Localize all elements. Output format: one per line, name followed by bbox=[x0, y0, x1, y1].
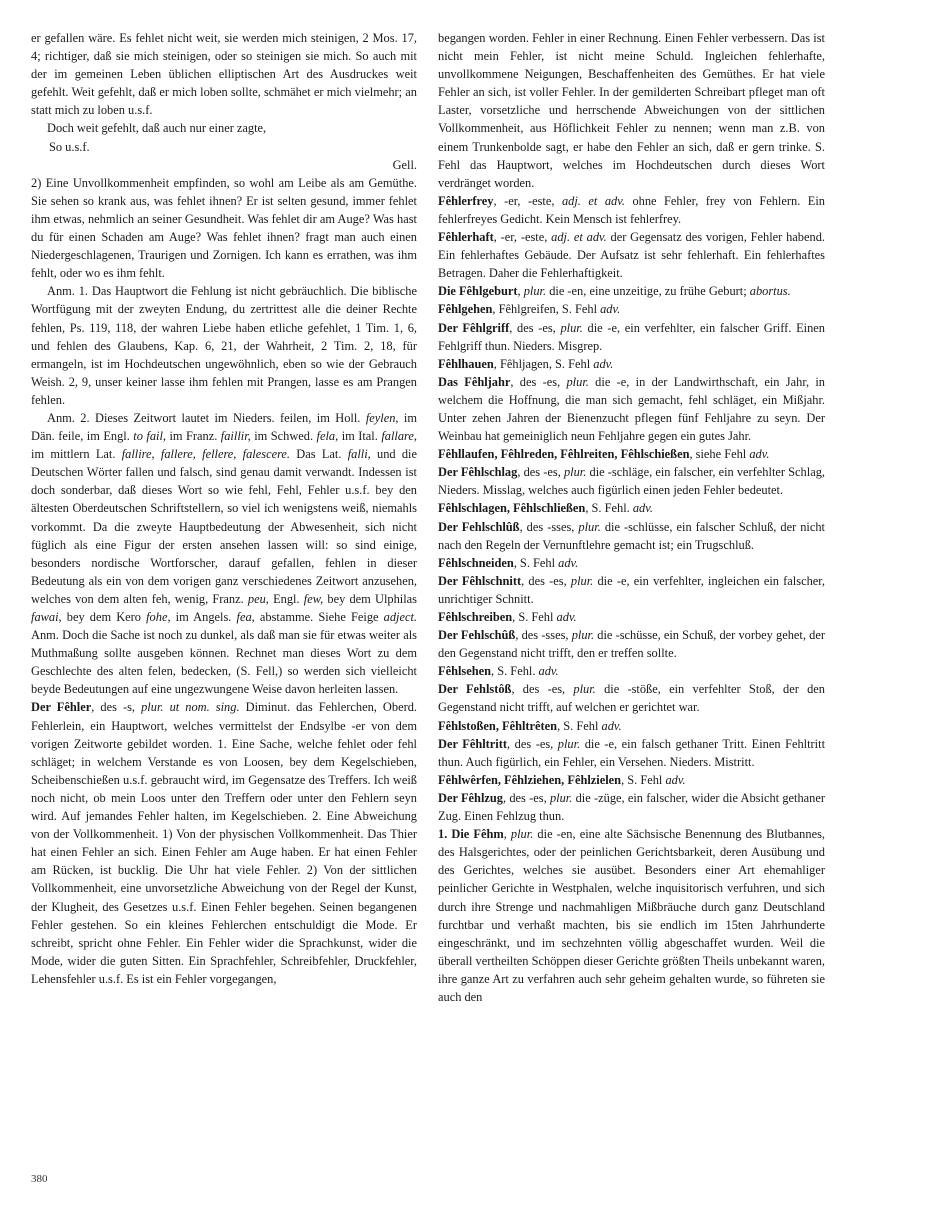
entry-headword: Der Fehlstôß bbox=[438, 682, 512, 697]
dictionary-entry: Das Fêhljahr, des -es, plur. die -e, in der Landwirthschaft, ein Jahr, in welchem die Hoffnung, die man sich gemacht, fehl schläget, ein Mißjahr. Unter zehen Jahren der Bienenzucht pflegen fünf Fehljahre zu seyn. Der Weinbau hat gemeiniglich neun Fehljahre gegen ein gutes Jahr. bbox=[438, 374, 825, 444]
dictionary-entry: Fêhlschlagen, Fêhlschließen, S. Fehl. adv. bbox=[438, 501, 653, 516]
entry-headword: Fêhlsehen bbox=[438, 664, 492, 679]
dictionary-entry: 1. Die Fêhm, plur. die -en, eine alte Sächsische Benennung des Blutbannes, des Halsgerichtes, oder der peinlichen Gerichtsbarkeit, deren Ausübung und des Gerichtes, welches sie ausübet. Besonders einer Art ehemahliger peinlicher Gerichte in Westphalen, welche inquisitorisch verfuhren, und sich durch ihre Strenge und nachmahligen Mißbräuche durch ganz Deutschland furchtbar und verhaßt machten, bis sie endlich im 15ten Jahrhunderte eingeschränkt, und im sechzehnten völlig abgeschaffet wurden. Weil die überall vertheilten Schöppen dieser Gerichte größten Theils unbekannt waren, ihre ganze Art zu verfahren auch sehr geheim gehalten wurde, so führeten sie auch den bbox=[438, 827, 825, 1004]
entry-headword: Der Fêhlzug bbox=[438, 790, 503, 805]
entry-headword: Fêhlwêrfen, Fêhlziehen, Fêhlzielen bbox=[438, 772, 622, 787]
dictionary-entry: Der Fêhlgriff, des -es, plur. die -e, ein verfehlter, ein falscher Griff. Einen Fehlgriff thun. Nieders. Misgrep. bbox=[438, 320, 825, 353]
dictionary-entry: Fêhlerhaft, -er, -este, adj. et adv. der Gegensatz des vorigen, Fehler habend. Ein fehlerhaftes Gebäude. Der Aufsatz ist sehr fehlerhaft. Ein fehlerhaftes Betragen. Daher die Fehlerhaftigkeit. bbox=[438, 230, 825, 281]
entry-headword: Der Fehlschlûß bbox=[438, 519, 520, 534]
entry-headword: Das Fêhljahr bbox=[438, 374, 511, 389]
entry-headword: Fêhlschlagen, Fêhlschließen bbox=[438, 501, 586, 516]
entry-headword: Fêhlschneiden bbox=[438, 555, 514, 570]
dictionary-entry: Der Fêhler, des -s, plur. ut nom. sing. Diminut. das Fehlerchen, Oberd. Fehlerlein, ein Hauptwort, welches vermittelst der Endsylbe -er von dem vorigen Zeitworte gebildet worden. 1. Eine Sache, welche fehlet oder fehl schläget; in welchem Verstande es von Loosen, bey dem Kegelschieben, Scheibenschießen u.s.f. gebraucht wird, im Gegensatze des Treffers. Ich weiß noch nicht, ob mein Loos unter den Treffern oder unter den Fehlern seyn wird. Auf jemandes Fehler halten, im Kegelschieben. 2. Eine Abweichung von der Vollkommenheit. 1) Von der physischen Vollkommenheit. Das Thier hat einen Fehler an sich. Einen Fehler am Auge haben. Er hat einen Fehler am Rücken, ist bucklig. Die Uhr hat viele Fehler. 2) Von der sittlichen Vollkommenheit, eine unvorsetzliche Abweichung von der Regel der Kunst, der Klugheit, des Gesetzes u.s.f. Einen Fehler begehen. Seinen begangenen Fehler gestehen. So ein kleines Fehlerchen entschuldigt die Mode. Er schreibt, spricht ohne Fehler. Ein Fehler wider die Sprachkunst, wider die Mode, wider die guten Sitten. Ein Sprachfehler, Schreibfehler, Druckfehler, Lehensfehler u.s.f. Es ist ein Fehler vorgegangen, bbox=[31, 700, 417, 986]
dictionary-entry: Der Fêhlschlag, des -es, plur. die -schläge, ein falscher, ein verfehlter Schlag, Nieders. Misslag, welches auch figürlich einen jeden Fehler bedeutet. bbox=[438, 465, 825, 498]
right-column bbox=[438, 29, 825, 1006]
dictionary-entry: Fêhlerfrey, -er, -este, adj. et adv. ohne Fehler, frey von Fehlern. Ein fehlerfreyes Gedicht. Kein Mensch ist fehlerfrey. bbox=[438, 193, 826, 226]
paragraph: begangen worden. Fehler in einer Rechnung. Einen Fehler verbessern. Das ist nicht mein Fehler, ist nicht meine Schuld. Ingleichen fehlerhafte, unvollkommene Neigungen, Beschaffenheiten des Gemüthes. Er hat viele Fehler an sich, ist voller Fehler. In der gemilderten Schreibart pfleget man oft Laster, vorsetzliche und herrschende Abweichungen von der sittlichen Vollkommenheit, aus Höflichkeit Fehler zu nennen; wenn man z.B. von einem Trunkenbolde sagt, er habe den Fehler an sich, daß er gern trinke. S. Fehl das Hauptwort, welches im Hochdeutschen durch dieses Wort verdränget worden. bbox=[438, 31, 825, 190]
dictionary-entry: Fêhlgehen, Fêhlgreifen, S. Fehl adv. bbox=[438, 302, 621, 317]
entry-headword: Fêhlgehen bbox=[438, 302, 493, 317]
annotation-paragraph: Anm. 1. Das Hauptwort die Fehlung ist nicht gebräuchlich. Die biblische Wortfügung mit der zweyten Endung, du zertrittest alle die deiner Rechte fehlen, Ps. 119, 118, der wahren Liebe haben etliche gefehlet, 1 Tim. 1, 6, und fehlen des Glaubens, Kap. 6, 21, der Wahrheit, 2 Tim. 2, 18, für ermangeln, ist im Hochdeutschen ungewöhnlich, eben so wie der Gebrauch Weish. 2, 9, unser keiner lasse ihm fehlen mit Prangen, lasse es am Prangen fehlen. bbox=[31, 284, 417, 407]
dictionary-entry: Fêhlhauen, Fêhljagen, S. Fehl adv. bbox=[438, 356, 614, 371]
dictionary-entry: Der Fêhltritt, des -es, plur. die -e, ein falsch gethaner Tritt. Einen Fehltritt thun. Auch figürlich, ein Fehler, ein Versehen. Nieders. Mistritt. bbox=[438, 736, 826, 769]
entry-headword: Fêhlschreiben bbox=[438, 610, 513, 624]
entry-headword: Der Fêhlschnitt bbox=[438, 573, 522, 588]
entry-headword: Der Fehlschûß bbox=[438, 628, 516, 643]
annotation-paragraph: Anm. 2. Dieses Zeitwort lautet im Nieders. feilen, im Holl. feylen, im Dän. feile, im Engl. to fail, im Franz. faillir, im Schwed. fela, im Ital. fallare, im mittlern Lat. fallire, fallere, fellere, falescere. Das Lat. falli, und die Deutschen Wörter fallen und falsch, sind genau damit verwandt. Indessen ist doch sonderbar, daß dieses Wort so wie fehl, Fehl, Fehler u.s.f. bey den ältesten Oberdeutschen Schriftstellern, so viel ich wenigstens weiß, niemahls vorkommt. Da die zweyte Hauptbedeutung der Abwesenheit, sich nicht füglich als eine Figur der ersten ansehen lassen will: so sind einige, besonders nordische Wortforscher, darauf gefallen, fehlen in dieser Bedeutung als ein von dem vorigen ganz verschiedenes Zeitwort anzusehen, welches von dem alten feh, wenig, Franz. peu, Engl. few, bey dem Ulphilas fawai, bey dem Kero fohe, im Angels. fea, abstamme. Siehe Feige adject. Anm. Doch die Sache ist noch zu dunkel, als daß man sie für etwas weiter als Muthmaßung sollte ausgeben können. Rechnet man dieses Wort zu dem Geschlechte des alten felen, bedecken, (S. Fell,) so werden sich vielleicht beyde Bedeutungen auf eine ungezwungene Weise davon herleiten lassen. bbox=[31, 410, 418, 697]
dictionary-entry: Fêhlstoßen, Fêhltrêten, S. Fehl adv. bbox=[438, 718, 622, 733]
dictionary-entry: Fêhllaufen, Fêhlreden, Fêhlreiten, Fêhlschießen, siehe Fehl adv. bbox=[438, 447, 770, 462]
entry-headword: Der Fêhltritt bbox=[438, 736, 507, 751]
quote-line: So u.s.f. bbox=[49, 139, 90, 154]
paragraph: 2) Eine Unvollkommenheit empfinden, so wohl am Leibe als am Gemüthe. Sie sehen so krank aus, was fehlet ihnen? Er ist selten gesund, immer fehlet ihm etwas, nehmlich an seiner Gesundheit. Was fehlet dir am Auge? Was hast du für einen Schaden am Auge? Was fehlet ihnen? fragt man auch einen Niedergeschlagenen, Traurigen und Zornigen. Ich kann es errathen, was ihm fehlt, oder wo es ihm fehlt. bbox=[31, 175, 417, 281]
dictionary-entry: Die Fêhlgeburt, plur. die -en, eine unzeitige, zu frühe Geburt; abortus. bbox=[438, 284, 791, 299]
entry-headword: 1. Die Fêhm bbox=[438, 827, 504, 842]
entry-headword: Fêhlstoßen, Fêhltrêten bbox=[438, 718, 558, 733]
left-column bbox=[31, 29, 417, 988]
entry-headword: Der Fêhler bbox=[31, 700, 92, 715]
entry-headword: Fêhlerhaft bbox=[438, 230, 494, 245]
dictionary-entry: Fêhlschreiben, S. Fehl adv. bbox=[438, 610, 577, 624]
entry-headword: Der Fêhlgriff bbox=[438, 320, 510, 335]
quote-line: Doch weit gefehlt, daß auch nur einer zagte, bbox=[47, 121, 267, 136]
dictionary-entry: Der Fehlstôß, des -es, plur. die -stöße, ein verfehlter Stoß, der den Gegenstand nicht trifft, auf welchen er gerichtet war. bbox=[438, 682, 826, 715]
dictionary-entry: Der Fehlschûß, des -sses, plur. die -schüsse, ein Schuß, der vorbey gehet, der den Gegenstand nicht trifft, den er treffen sollte. bbox=[438, 628, 825, 661]
dictionary-entry: Fêhlwêrfen, Fêhlziehen, Fêhlzielen, S. Fehl adv. bbox=[438, 772, 686, 787]
entry-headword: Fêhllaufen, Fêhlreden, Fêhlreiten, Fêhlschießen bbox=[438, 447, 690, 462]
dictionary-entry: Fêhlsehen, S. Fehl. adv. bbox=[438, 664, 559, 679]
dictionary-entry: Fêhlschneiden, S. Fehl adv. bbox=[438, 555, 579, 570]
dictionary-entry: Der Fêhlschnitt, des -es, plur. die -e, ein verfehlter, ingleichen ein falscher, unrichtiger Schnitt. bbox=[438, 573, 825, 606]
quote-attribution: Gell. bbox=[392, 157, 417, 172]
dictionary-entry: Der Fehlschlûß, des -sses, plur. die -schlüsse, ein falscher Schluß, der nicht nach den Regeln der Vernunftlehre gemacht ist; ein Trugschluß. bbox=[438, 519, 825, 552]
entry-headword: Der Fêhlschlag bbox=[438, 465, 518, 480]
page-number: 380 bbox=[31, 1173, 48, 1185]
entry-headword: Fêhlerfrey bbox=[438, 193, 494, 208]
dictionary-entry: Der Fêhlzug, des -es, plur. die -züge, ein falscher, wider die Absicht gethaner Zug. Einen Fehlzug thun. bbox=[438, 790, 825, 824]
paragraph: er gefallen wäre. Es fehlet nicht weit, sie werden mich steinigen, 2 Mos. 17, 4; richtiger, daß sie mich steinigen, oder so steinigen sie mich. So auch mit der im gemeinen Leben üblichen elliptischen Art des Ausdruckes weit gefehlt. Weit gefehlt, daß er mich loben sollte, schmähet er mich vielmehr; an statt mich zu loben u.s.f. bbox=[31, 31, 417, 118]
entry-headword: Die Fêhlgeburt bbox=[438, 284, 518, 299]
entry-headword: Fêhlhauen bbox=[438, 356, 494, 371]
